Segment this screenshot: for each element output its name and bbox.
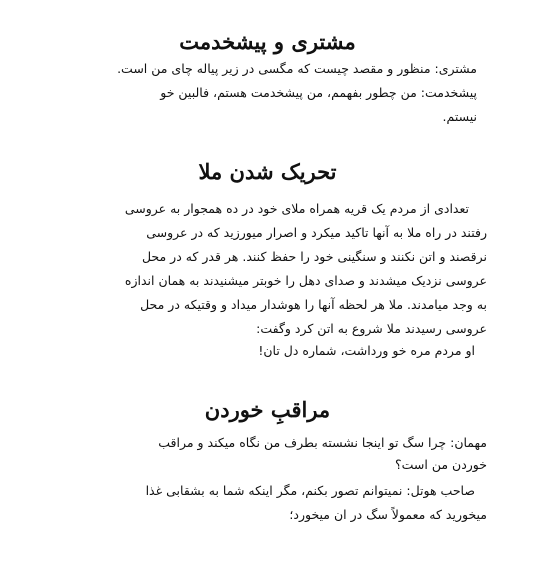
text-line: نیستم. xyxy=(442,109,477,124)
text-line: میخورید که معمولاً سگ در ان میخورد؛ xyxy=(289,507,487,522)
text-line: تعدادی از مردم یک قریه همراه ملای خود در ده همجوار به عروسی xyxy=(124,201,469,216)
section-title-mullah: تحریک شدن ملا xyxy=(198,159,337,184)
text-line: به وجد میامدند. ملا هر لحظه آنها را هوشدار میداد و وقتیکه در محل xyxy=(140,297,487,312)
section-title-customer-waiter: مشتری و پیشخدمت xyxy=(179,29,356,54)
text-line: او مردم مره خو ورداشت، شماره دل تان! xyxy=(258,343,475,358)
text-line: مشتری: منظور و مقصد چیست که مگسی در زیر پیاله چای من است. xyxy=(117,61,477,76)
text-line: عروسی رسیدند ملا شروع به اتن کرد وگفت: xyxy=(256,321,487,336)
text-line: نرقصند و اتن نکنند و سنگینی خود را حفظ کنند. هر قدر که در محل xyxy=(141,249,487,264)
text-line: خوردن من است؟ xyxy=(395,457,487,472)
text-line: پیشخدمت: من چطور بفهمم، من پیشخدمت هستم، فالبین خو xyxy=(160,85,477,100)
section-title-watching-eating: مراقبِ خوردن xyxy=(204,397,331,422)
text-line: رفتند در راه ملا به آنها تاکید میکرد و اصرار میورزید که در عروسی xyxy=(146,225,487,240)
text-line: عروسی نزدیک میشدند و صدای دهل را خوبتر میشنیدند به همان اندازه xyxy=(124,273,487,288)
text-line: صاحب هوتل: نمیتوانم تصور بکنم، مگر اینکه شما به بشقابی غذا xyxy=(145,483,475,498)
text-line: مهمان: چرا سگ تو اینجا نشسته بطرف من نگاه میکند و مراقب xyxy=(158,435,487,450)
